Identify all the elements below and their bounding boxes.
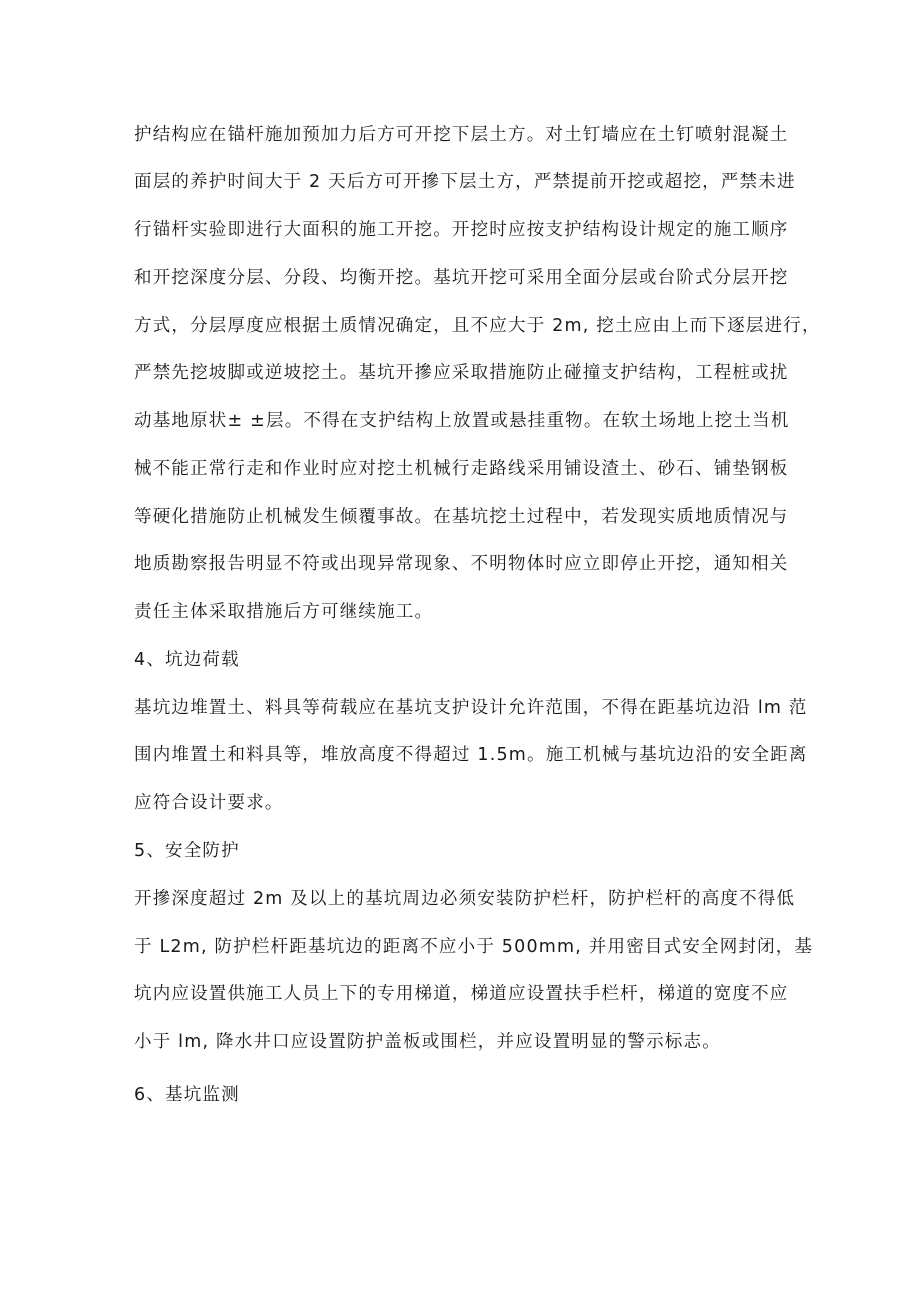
paragraph-line: 围内堆置土和料具等，堆放高度不得超过 1.5m。施工机械与基坑边沿的安全距离 [134, 745, 808, 765]
paragraph-line: 于 L2m, 防护栏杆距基坑边的距离不应小于 500mm, 并用密目式安全网封闭，基 [134, 937, 814, 957]
paragraph-line: 行锚杆实验即进行大面积的施工开挖。开挖时应按支护结构设计规定的施工顺序 [134, 220, 789, 240]
paragraph-line: 械不能正常行走和作业时应对挖土机械行走路线采用铺设渣土、砂石、铺垫钢板 [134, 459, 789, 479]
paragraph-line: 护结构应在锚杆施加预加力后方可开挖下层土方。对土钉墙应在土钉喷射混凝土 [134, 125, 789, 145]
section-heading: 5、安全防护 [134, 841, 240, 861]
paragraph-line: 基坑边堆置土、料具等荷载应在基坑支护设计允许范围，不得在距基坑边沿 lm 范 [134, 698, 808, 718]
paragraph-line: 方式，分层厚度应根据土质情况确定，且不应大于 2m, 挖土应由上而下逐层进行， [134, 316, 821, 336]
paragraph-line: 坑内应设置供施工人员上下的专用梯道，梯道应设置扶手栏杆，梯道的宽度不应 [134, 984, 789, 1004]
paragraph-line: 等硬化措施防止机械发生倾覆事故。在基坑挖土过程中，若发现实质地质情况与 [134, 507, 789, 527]
paragraph-line: 严禁先挖坡脚或逆坡挖土。基坑开摻应采取措施防止碰撞支护结构，工程桩或扰 [134, 363, 789, 383]
section-heading: 4、坑边荷载 [134, 650, 240, 670]
section-heading: 6、基坑监测 [134, 1085, 240, 1105]
paragraph-line: 应符合设计要求。 [134, 793, 284, 813]
paragraph-line: 动基地原状± ±层。不得在支护结构上放置或悬挂重物。在软土场地上挖土当机 [134, 411, 790, 431]
paragraph-line: 和开挖深度分层、分段、均衡开挖。基坑开挖可采用全面分层或台阶式分层开挖 [134, 268, 789, 288]
paragraph-line: 责任主体采取措施后方可继续施工。 [134, 602, 434, 622]
paragraph-line: 面层的养护时间大于 2 天后方可开摻下层土方，严禁提前开挖或超挖，严禁未进 [134, 172, 796, 192]
paragraph-line: 小于 lm, 降水井口应设置防护盖板或围栏，并应设置明显的警示标志。 [134, 1032, 721, 1052]
paragraph-line: 开摻深度超过 2m 及以上的基坑周边必须安装防护栏杆，防护栏杆的高度不得低 [134, 889, 796, 909]
paragraph-line: 地质勘察报告明显不符或出现异常现象、不明物体时应立即停止开挖，通知相关 [134, 554, 789, 574]
